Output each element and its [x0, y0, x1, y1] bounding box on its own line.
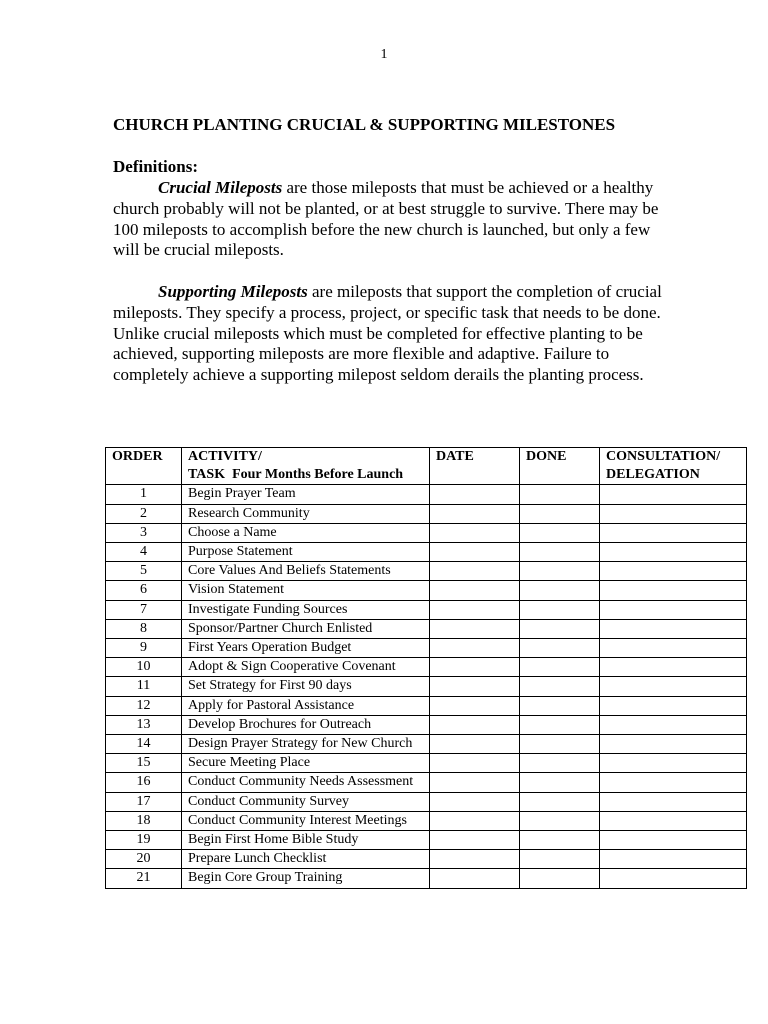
activity-cell: Prepare Lunch Checklist [182, 850, 430, 869]
date-cell[interactable] [430, 831, 520, 850]
table-row [106, 811, 747, 830]
order-cell: 19 [106, 831, 182, 850]
consultation-cell[interactable] [600, 504, 747, 523]
order-cell: 5 [106, 562, 182, 581]
table-body [106, 485, 747, 888]
consultation-cell[interactable] [600, 619, 747, 638]
header-activity-line1: ACTIVITY/ [188, 449, 262, 464]
table-header-row [106, 448, 747, 485]
order-cell: 13 [106, 715, 182, 734]
activity-cell: Investigate Funding Sources [182, 600, 430, 619]
activity-cell: Conduct Community Survey [182, 792, 430, 811]
supporting-mileposts-term: Supporting Mileposts [158, 282, 308, 301]
header-activity [182, 448, 430, 485]
done-cell[interactable] [520, 523, 600, 542]
date-cell[interactable] [430, 811, 520, 830]
date-cell[interactable] [430, 869, 520, 888]
table-row [106, 696, 747, 715]
order-cell: 11 [106, 677, 182, 696]
done-cell[interactable] [520, 639, 600, 658]
date-cell[interactable] [430, 562, 520, 581]
done-cell[interactable] [520, 735, 600, 754]
order-cell: 2 [106, 504, 182, 523]
consultation-cell[interactable] [600, 543, 747, 562]
activity-cell: Begin Core Group Training [182, 869, 430, 888]
date-cell[interactable] [430, 754, 520, 773]
done-cell[interactable] [520, 715, 600, 734]
date-cell[interactable] [430, 581, 520, 600]
table-row [106, 677, 747, 696]
consultation-cell[interactable] [600, 485, 747, 504]
activity-cell: Begin Prayer Team [182, 485, 430, 504]
table-row [106, 715, 747, 734]
header-date: DATE [430, 448, 520, 485]
crucial-mileposts-term: Crucial Mileposts [158, 178, 283, 197]
done-cell[interactable] [520, 869, 600, 888]
consultation-cell[interactable] [600, 581, 747, 600]
table-row [106, 850, 747, 869]
consultation-cell[interactable] [600, 677, 747, 696]
activity-cell: First Years Operation Budget [182, 639, 430, 658]
consultation-cell[interactable] [600, 600, 747, 619]
table-row [106, 485, 747, 504]
activity-cell: Apply for Pastoral Assistance [182, 696, 430, 715]
activity-cell: Begin First Home Bible Study [182, 831, 430, 850]
order-cell: 17 [106, 792, 182, 811]
date-cell[interactable] [430, 504, 520, 523]
date-cell[interactable] [430, 715, 520, 734]
header-consultation-line1: CONSULTATION/ [606, 449, 721, 464]
date-cell[interactable] [430, 773, 520, 792]
activity-cell: Adopt & Sign Cooperative Covenant [182, 658, 430, 677]
table-row [106, 792, 747, 811]
done-cell[interactable] [520, 619, 600, 638]
consultation-cell[interactable] [600, 754, 747, 773]
done-cell[interactable] [520, 658, 600, 677]
table-row [106, 754, 747, 773]
page-number: 1 [380, 47, 388, 62]
consultation-cell[interactable] [600, 715, 747, 734]
activity-cell: Secure Meeting Place [182, 754, 430, 773]
activity-cell: Design Prayer Strategy for New Church [182, 735, 430, 754]
consultation-cell[interactable] [600, 562, 747, 581]
activity-cell: Vision Statement [182, 581, 430, 600]
document-title: CHURCH PLANTING CRUCIAL & SUPPORTING MILESTONES [113, 115, 616, 134]
date-cell[interactable] [430, 696, 520, 715]
done-cell[interactable] [520, 562, 600, 581]
activity-cell: Set Strategy for First 90 days [182, 677, 430, 696]
done-cell[interactable] [520, 773, 600, 792]
date-cell[interactable] [430, 485, 520, 504]
order-cell: 21 [106, 869, 182, 888]
activity-cell: Choose a Name [182, 523, 430, 542]
consultation-cell[interactable] [600, 639, 747, 658]
consultation-cell[interactable] [600, 735, 747, 754]
table-row [106, 831, 747, 850]
order-cell: 18 [106, 811, 182, 830]
order-cell: 15 [106, 754, 182, 773]
milestones-table [105, 447, 747, 889]
table-row [106, 869, 747, 888]
table-row [106, 523, 747, 542]
date-cell[interactable] [430, 619, 520, 638]
header-activity-line2: TASK Four Months Before Launch [188, 467, 404, 483]
supporting-mileposts-definition [113, 282, 673, 386]
done-cell[interactable] [520, 581, 600, 600]
order-cell: 1 [106, 485, 182, 504]
done-cell[interactable] [520, 831, 600, 850]
order-cell: 14 [106, 735, 182, 754]
supporting-mileposts-text: are mileposts that support the completion of crucial mileposts. They specify a process, project, or specific task that needs to be done. Unlike crucial mileposts which must be completed for effective planting to be achieved, supporting mileposts are more flexible and adaptive. Failure to completely achieve a supporting milepost seldom derails the planting process. [113, 282, 662, 385]
header-consultation [600, 448, 747, 485]
done-cell[interactable] [520, 850, 600, 869]
table-row [106, 562, 747, 581]
definitions-heading: Definitions: [113, 157, 198, 176]
consultation-cell[interactable] [600, 792, 747, 811]
consultation-cell[interactable] [600, 869, 747, 888]
done-cell[interactable] [520, 792, 600, 811]
done-cell[interactable] [520, 811, 600, 830]
table-row [106, 600, 747, 619]
date-cell[interactable] [430, 677, 520, 696]
order-cell: 3 [106, 523, 182, 542]
activity-cell: Conduct Community Interest Meetings [182, 811, 430, 830]
order-cell: 16 [106, 773, 182, 792]
table-row [106, 581, 747, 600]
table-row [106, 773, 747, 792]
done-cell[interactable] [520, 754, 600, 773]
consultation-cell[interactable] [600, 850, 747, 869]
consultation-cell[interactable] [600, 773, 747, 792]
table-row [106, 639, 747, 658]
done-cell[interactable] [520, 696, 600, 715]
header-consultation-line2: DELEGATION [606, 467, 700, 483]
consultation-cell[interactable] [600, 658, 747, 677]
date-cell[interactable] [430, 792, 520, 811]
consultation-cell[interactable] [600, 811, 747, 830]
date-cell[interactable] [430, 850, 520, 869]
order-cell: 6 [106, 581, 182, 600]
header-done: DONE [520, 448, 600, 485]
order-cell: 7 [106, 600, 182, 619]
order-cell: 20 [106, 850, 182, 869]
table-row [106, 619, 747, 638]
order-cell: 8 [106, 619, 182, 638]
activity-cell: Conduct Community Needs Assessment [182, 773, 430, 792]
done-cell[interactable] [520, 543, 600, 562]
order-cell: 12 [106, 696, 182, 715]
crucial-mileposts-text: are those mileposts that must be achieved or a healthy church probably will not be planted, or at best struggle to survive. There may be 100 mileposts to accomplish before the new church is launched, but only a few will be crucial mileposts. [113, 178, 659, 260]
date-cell[interactable] [430, 523, 520, 542]
date-cell[interactable] [430, 639, 520, 658]
done-cell[interactable] [520, 485, 600, 504]
activity-cell: Purpose Statement [182, 543, 430, 562]
done-cell[interactable] [520, 504, 600, 523]
activity-cell: Sponsor/Partner Church Enlisted [182, 619, 430, 638]
table-row [106, 543, 747, 562]
date-cell[interactable] [430, 600, 520, 619]
date-cell[interactable] [430, 735, 520, 754]
consultation-cell[interactable] [600, 831, 747, 850]
activity-cell: Develop Brochures for Outreach [182, 715, 430, 734]
table-row [106, 735, 747, 754]
header-order: ORDER [106, 448, 182, 485]
order-cell: 4 [106, 543, 182, 562]
activity-cell: Core Values And Beliefs Statements [182, 562, 430, 581]
done-cell[interactable] [520, 677, 600, 696]
done-cell[interactable] [520, 600, 600, 619]
date-cell[interactable] [430, 658, 520, 677]
order-cell: 10 [106, 658, 182, 677]
crucial-mileposts-definition [113, 178, 673, 261]
activity-cell: Research Community [182, 504, 430, 523]
consultation-cell[interactable] [600, 696, 747, 715]
table-row [106, 504, 747, 523]
order-cell: 9 [106, 639, 182, 658]
date-cell[interactable] [430, 543, 520, 562]
consultation-cell[interactable] [600, 523, 747, 542]
table-row [106, 658, 747, 677]
